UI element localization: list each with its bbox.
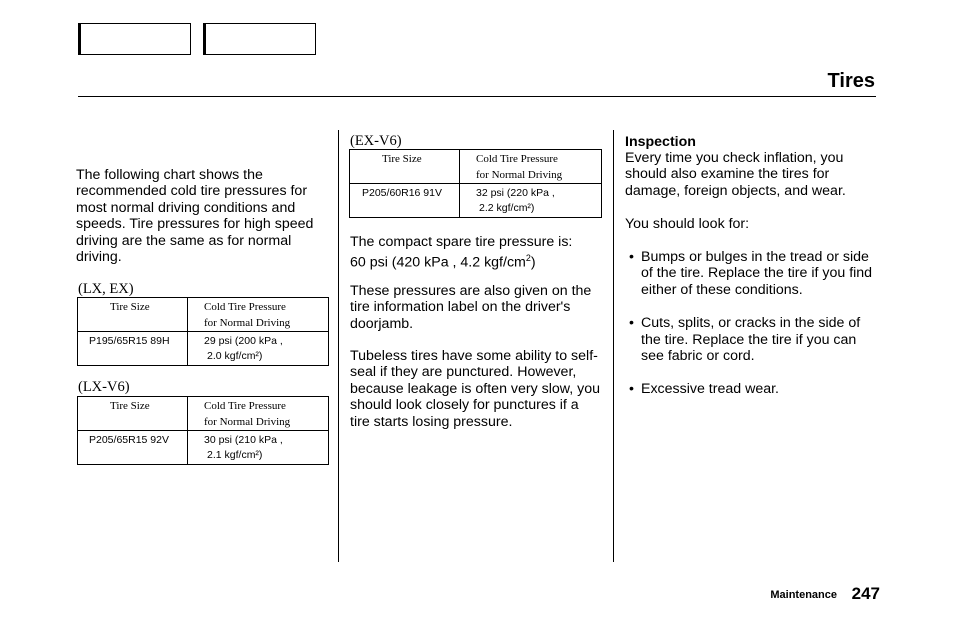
pressure-table-lx-ex (77, 297, 329, 366)
header-cold-pressure: Cold Tire Pressure (204, 301, 286, 313)
spare-line-2 (350, 250, 602, 271)
table-label-ex-v6: (EX-V6) (350, 133, 402, 149)
footer-section-name: Maintenance (770, 589, 837, 601)
table-label-lx-v6: (LX-V6) (78, 379, 130, 395)
page-number: 247 (851, 584, 880, 603)
header-tire-size: Tire Size (110, 301, 150, 313)
pressure-psi-value: 32 psi (220 kPa , (476, 187, 555, 199)
header-cold-pressure: Cold Tire Pressure (476, 153, 558, 165)
spare-pressure-text (350, 234, 602, 272)
tire-size-value: P205/60R16 91V (362, 187, 442, 199)
pressure-psi-value: 29 psi (200 kPa , (204, 335, 283, 347)
column-divider-1 (338, 130, 339, 562)
pressure-psi-value: 30 psi (210 kPa , (204, 434, 283, 446)
inspection-list (625, 249, 881, 415)
list-item (625, 381, 881, 397)
header-tire-size: Tire Size (110, 400, 150, 412)
nav-box-1[interactable] (78, 23, 191, 55)
column-divider-2 (613, 130, 614, 562)
spare-superscript: 2 (525, 253, 531, 264)
pressure-table-ex-v6 (349, 149, 602, 218)
pressure-table-lx-v6 (77, 396, 329, 465)
header-rule (78, 96, 876, 97)
tubeless-paragraph: Tubeless tires have some ability to self-seal if they are punctured. However, because leakage is often very slow, you should look closely for punctures if a tire starts losing pressure. (350, 348, 601, 430)
pressure-kgf-value: 2.2 kgf/cm²) (479, 202, 535, 214)
label-info-paragraph: These pressures are also given on the tire information label on the driver's doorjamb. (350, 283, 592, 332)
nav-box-2[interactable] (203, 23, 316, 55)
list-item-text: Bumps or bulges in the tread or side of the tire. Replace the tire if you find either of these conditions. (641, 249, 873, 298)
pressure-kgf-value: 2.0 kgf/cm²) (207, 350, 263, 362)
intro-paragraph: The following chart shows the recommended cold tire pressures for most normal driving conditions and speeds. Tire pressures for high speed driving are the same as for normal driving. (76, 167, 314, 266)
bullet-icon: • (629, 381, 634, 398)
spare-line-1: The compact spare tire pressure is: (350, 234, 573, 250)
header-normal-driving: for Normal Driving (476, 169, 563, 181)
header-normal-driving: for Normal Driving (204, 416, 291, 428)
table-label-lx-ex: (LX, EX) (78, 281, 134, 297)
header-cold-pressure: Cold Tire Pressure (204, 400, 286, 412)
pressure-kgf-value: 2.1 kgf/cm²) (207, 449, 263, 461)
spare-value: 60 psi (420 kPa , 4.2 kgf/cm (350, 255, 526, 272)
list-item-text: Excessive tread wear. (641, 381, 779, 398)
bullet-icon: • (629, 315, 634, 332)
inspection-heading: Inspection (625, 134, 696, 150)
spare-close: ) (530, 255, 536, 272)
tire-size-value: P205/65R15 92V (89, 434, 169, 446)
look-for-text: You should look for: (625, 216, 750, 232)
inspection-body: Every time you check inflation, you should also examine the tires for damage, foreign objects, and wear. (625, 150, 846, 199)
page-title: Tires (827, 70, 875, 92)
tire-size-value: P195/65R15 89H (89, 335, 170, 347)
header-normal-driving: for Normal Driving (204, 317, 291, 329)
list-item-text: Cuts, splits, or cracks in the side of the tire. Replace the tire if you can see fabric or cord. (641, 315, 861, 365)
bullet-icon: • (629, 249, 634, 265)
list-item (625, 315, 881, 364)
header-tire-size: Tire Size (382, 153, 422, 165)
list-item (625, 249, 881, 298)
